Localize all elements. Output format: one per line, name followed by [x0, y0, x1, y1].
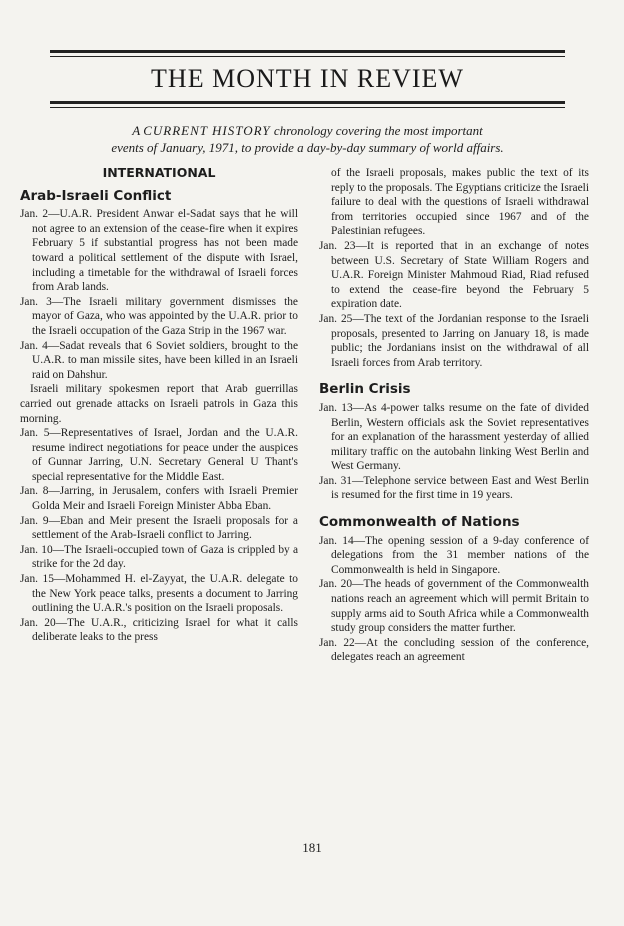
entry: Jan. 3—The Israeli military government dismisses the mayor of Gaza, who was appointed by the U.A.R. prior to the Israeli occupation of the Gaza Strip in the 1967 war.: [20, 295, 298, 337]
entry-continuation: of the Israeli proposals, makes public the text of its reply to the proposals. The Egyptians criticize the Israeli failure to deal with the questions of Israeli withdrawal from territories occupied since 1967 and of the Palestinian refugees.: [331, 167, 589, 238]
heading-arab-israeli-conflict: Arab-Israeli Conflict: [20, 187, 172, 204]
top-rule-thin: [50, 56, 565, 57]
mid-rule-thin: [50, 107, 565, 108]
right-column: [319, 166, 589, 665]
page-title: THE MONTH IN REVIEW: [151, 64, 464, 93]
subtitle-line-2: events of January, 1971, to provide a day-by-day summary of world affairs.: [111, 140, 504, 155]
entry: Jan. 20—The U.A.R., criticizing Israel for what it calls deliberate leaks to the press: [20, 616, 298, 644]
entry: Jan. 15—Mohammed H. el-Zayyat, the U.A.R. delegate to the New York peace talks, presents a document to Jarring outlining the U.A.R.'s position on the Israeli proposals.: [20, 573, 298, 615]
mid-rule-thick: [50, 101, 565, 104]
entry: Jan. 10—The Israeli-occupied town of Gaza is crippled by a strike for the 2d day.: [20, 543, 298, 571]
entry: Jan. 25—The text of the Jordanian response to the Israeli proposals, presented to Jarring on January 18, is made public; the Jordanians insist on the withdrawal of all Israeli forces from Arab territory.: [319, 312, 589, 369]
entry: Jan. 8—Jarring, in Jerusalem, confers with Israeli Premier Golda Meir and Israeli Foreign Minister Abba Eban.: [20, 485, 298, 513]
subtitle-prefix: A: [132, 123, 144, 138]
entry: Jan. 4—Sadat reveals that 6 Soviet soldiers, brought to the U.A.R. to man missile sites, have been killed in an Israeli raid on Dahshur.: [20, 339, 298, 381]
entry: Jan. 14—The opening session of a 9-day conference of delegations from the 31 member nations of the Commonwealth is held in Singapore.: [319, 534, 589, 576]
entry: Jan. 9—Eban and Meir present the Israeli proposals for a settlement of the Arab-Israeli conflict to Jarring.: [20, 514, 298, 542]
heading-berlin-crisis: Berlin Crisis: [319, 381, 411, 398]
entry: Jan. 31—Telephone service between East and West Berlin is resumed for the first time in 19 years.: [319, 474, 589, 502]
entry: Jan. 5—Representatives of Israel, Jordan and the U.A.R. resume indirect negotiations for peace under the auspices of Gunnar Jarring, U.N. Secretary General U Thant's special representative for the Middle East.: [20, 427, 298, 483]
entry: Jan. 22—At the concluding session of the conference, delegates reach an agreement: [319, 636, 589, 664]
top-rule-thick: [50, 50, 565, 53]
left-column: [20, 166, 298, 645]
subtitle-magazine: CURRENT HISTORY: [143, 123, 271, 138]
subtitle-suffix: chronology covering the most important: [270, 123, 483, 138]
section-label-international: INTERNATIONAL: [102, 165, 216, 180]
page-number: 181: [302, 840, 322, 855]
entry: Jan. 20—The heads of government of the Commonwealth nations reach an agreement which will permit Britain to supply arms aid to South Africa while a Commonwealth study group considers the matter further.: [319, 578, 589, 635]
entry: Jan. 13—As 4-power talks resume on the fate of divided Berlin, Western officials ask the Soviet representatives for an explanation of the harassment yesterday of allied military traffic on the autobahn linking West Berlin and West Germany.: [319, 401, 589, 473]
entry-paragraph: Israeli military spokesmen report that Arab guerrillas carried out grenade attacks on Israeli patrols in Gaza this morning.: [20, 383, 298, 425]
subtitle: [50, 122, 565, 156]
subtitle-line-1: [50, 122, 565, 139]
entry: Jan. 23—It is reported that in an exchange of notes between U.S. Secretary of State William Rogers and U.A.R. Foreign Minister Mahmoud Riad, Riad refused to extend the cease-fire beyond the February 5 expiration date.: [319, 239, 589, 311]
heading-commonwealth-of-nations: Commonwealth of Nations: [319, 514, 520, 531]
entry: Jan. 2—U.A.R. President Anwar el-Sadat says that he will not agree to an extension of the cease-fire when it expires February 5 if substantial progress has not been made toward a political settlement of the dispute with Israel, including a timetable for the withdrawal of Israeli forces from Arab lands.: [20, 208, 298, 294]
